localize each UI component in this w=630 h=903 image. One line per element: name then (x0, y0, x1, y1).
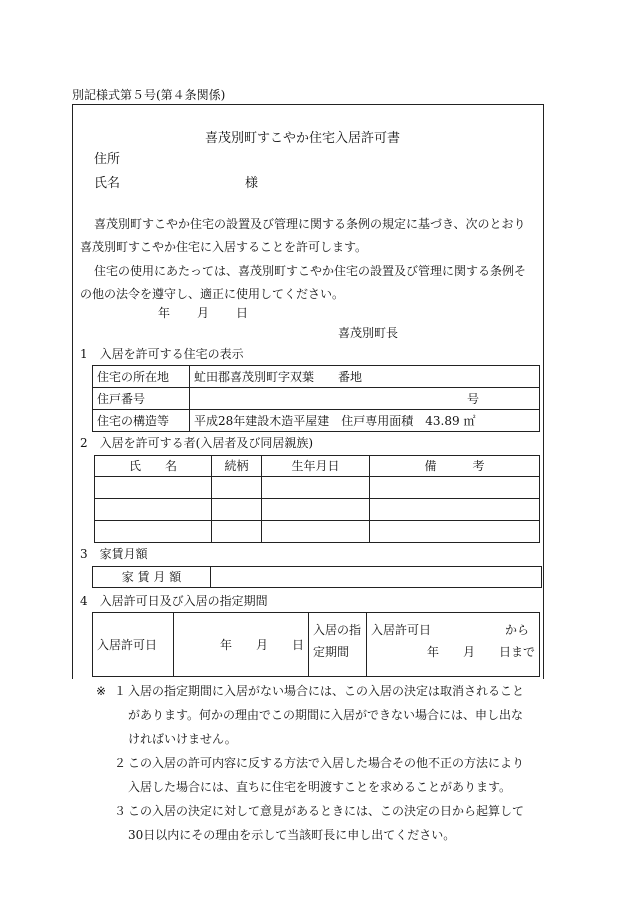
period-until-date: 年 月 日まで (426, 645, 535, 659)
document-title: 喜茂別町すこやか住宅入居許可書 (205, 131, 401, 146)
table-row (95, 521, 540, 543)
resident-remarks-cell (370, 477, 540, 499)
note-line: 入居した場合には、直ちに住宅を明渡すことを求めることがあります。 (128, 780, 512, 794)
resident-name-cell (95, 521, 212, 543)
body-paragraph-2-line-2: の他の法令を遵守し、適正に使用してください。 (80, 287, 345, 301)
designated-period-value (367, 613, 540, 677)
table-row (93, 410, 540, 432)
rent-label: 家 賃 月 額 (93, 567, 211, 588)
resident-relation-cell (212, 499, 262, 521)
rent-table (92, 566, 542, 588)
resident-birthdate-cell (262, 499, 370, 521)
designated-period-label (309, 613, 367, 677)
permit-date-value: 年 月 日 (174, 613, 309, 677)
note-line: この入居の決定に対して意見があるときには、この決定の日から起算して (128, 804, 525, 818)
permit-period-table (92, 612, 540, 677)
note-line: 30日以内にその理由を示して当該町長に申し出てください。 (128, 828, 456, 842)
structure-value: 平成28年建設木造平屋建 住戸専用面積 43.89 ㎡ (190, 410, 540, 432)
note-number: １ (114, 684, 127, 698)
rent-value (211, 567, 542, 588)
section-4-heading: 4 入居許可日及び入居の指定期間 (80, 594, 268, 608)
note-mark: ※ (96, 684, 107, 698)
table-row (93, 388, 540, 410)
note-line: 入居の指定期間に入居がない場合には、この入居の決定は取消されること (128, 684, 525, 698)
body-paragraph-1-line-2: 喜茂別町すこやか住宅に入居することを許可します。 (80, 240, 368, 254)
column-header-birthdate: 生年月日 (262, 456, 370, 477)
date-year: 年 (158, 306, 171, 320)
section-3-heading: 3 家賃月額 (80, 547, 148, 561)
unit-number-label: 住戸番号 (93, 388, 190, 410)
housing-info-table (92, 365, 540, 432)
table-header-row (95, 456, 540, 477)
address-label: 住所 (94, 152, 121, 167)
note-number: ２ (114, 756, 127, 770)
section-2-heading: 2 入居を許可する者(入居者及び同居親族) (80, 436, 313, 450)
date-day: 日 (236, 306, 249, 320)
note-number: ３ (114, 804, 127, 818)
residents-table (94, 455, 540, 543)
resident-remarks-cell (370, 521, 540, 543)
body-paragraph-2-line-1: 住宅の使用にあたっては、喜茂別町すこやか住宅の設置及び管理に関する条例そ (94, 264, 527, 278)
period-from-label: 入居許可日 (371, 623, 432, 637)
permit-date-label: 入居許可日 (93, 613, 174, 677)
location-label: 住宅の所在地 (93, 366, 190, 388)
column-header-name: 氏 名 (95, 456, 212, 477)
section-1-heading: 1 入居を許可する住宅の表示 (80, 347, 244, 361)
unit-number-value: 号 (190, 388, 540, 410)
resident-birthdate-cell (262, 521, 370, 543)
note-line: ければいけません。 (128, 732, 237, 746)
column-header-relation: 続柄 (212, 456, 262, 477)
location-value: 虻田郡喜茂別町字双葉 番地 (190, 366, 540, 388)
form-number: 別記様式第５号(第４条関係) (72, 88, 226, 102)
resident-birthdate-cell (262, 477, 370, 499)
resident-relation-cell (212, 521, 262, 543)
resident-name-cell (95, 499, 212, 521)
period-from-suffix: から (504, 623, 529, 637)
designated-period-label-line-2: 定期間 (313, 645, 350, 659)
issuer-name: 喜茂別町長 (338, 326, 399, 340)
structure-label: 住宅の構造等 (93, 410, 190, 432)
designated-period-label-line-1: 入居の指 (313, 623, 362, 637)
table-row (93, 366, 540, 388)
body-paragraph-1-line-1: 喜茂別町すこやか住宅の設置及び管理に関する条例の規定に基づき、次のとおり (94, 217, 526, 231)
table-row (93, 567, 542, 588)
table-row (95, 477, 540, 499)
resident-relation-cell (212, 477, 262, 499)
note-line: があります。何かの理由でこの期間に入居ができない場合には、申し出な (128, 708, 524, 722)
resident-remarks-cell (370, 499, 540, 521)
date-month: 月 (197, 306, 210, 320)
table-row (93, 613, 540, 677)
honorific: 様 (245, 176, 259, 191)
name-label: 氏名 (94, 176, 121, 191)
column-header-remarks: 備 考 (370, 456, 540, 477)
resident-name-cell (95, 477, 212, 499)
note-line: この入居の許可内容に反する方法で入居した場合その他不正の方法により (128, 756, 525, 770)
table-row (95, 499, 540, 521)
